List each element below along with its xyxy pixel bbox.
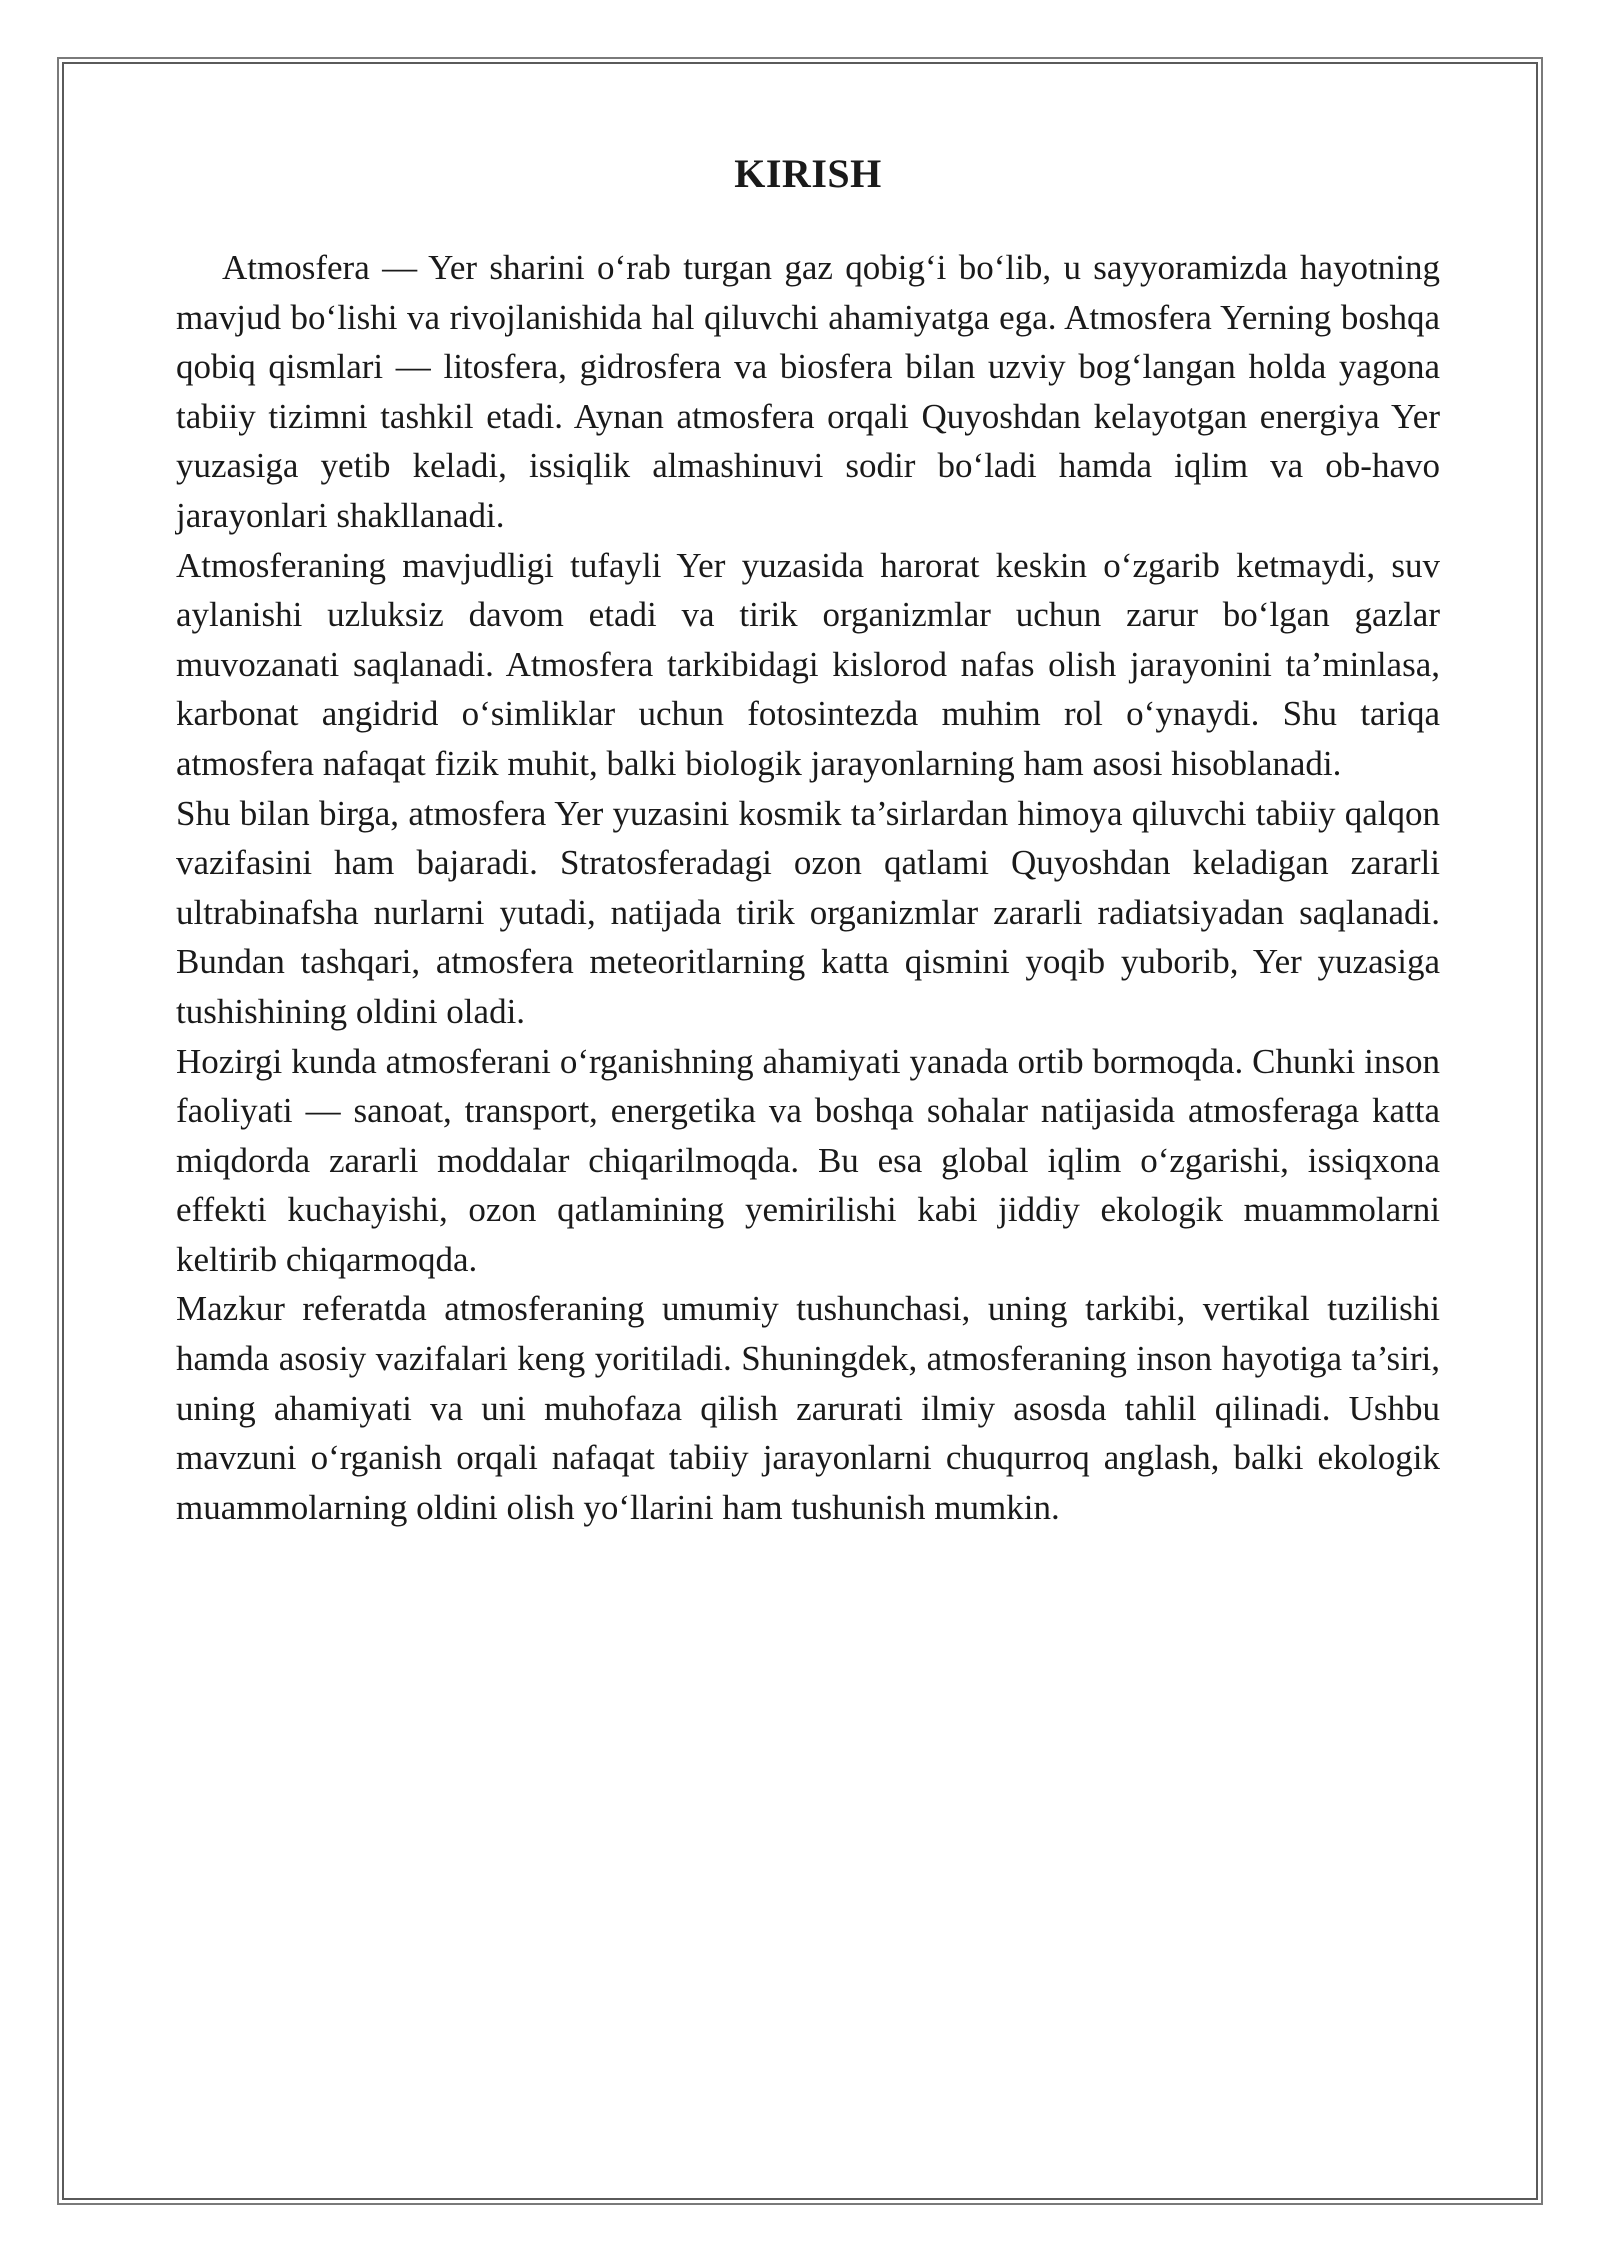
- paragraph-1: Atmosfera — Yer sharini o‘rab turgan gaz qobig‘i bo‘lib, u sayyoramizda hayotning mavjud bo‘lishi va rivojlanishida hal qiluvchi ahamiyatga ega. Atmosfera Yerning boshqa qobiq qismlari — litosfera, gidrosfera va biosfera bilan uzviy bog‘langan holda yagona tabiiy tizimni tashkil etadi. Aynan atmosfera orqali Quyoshdan kelayotgan energiya Yer yuzasiga yetib keladi, issiqlik almashinuvi sodir bo‘ladi hamda iqlim va ob-havo jarayonlari shakllanadi.: [176, 248, 1440, 535]
- page-title: KIRISH: [734, 151, 882, 196]
- paragraph-5: Mazkur referatda atmosferaning umumiy tushunchasi, uning tarkibi, vertikal tuzilishi hamda asosiy vazifalari keng yoritiladi. Shuningdek, atmosferaning inson hayotiga ta’siri, uning ahamiyati va uni muhofaza qilish zarurati ilmiy asosda tahlil qilinadi. Ushbu mavzuni o‘rganish orqali nafaqat tabiiy jarayonlarni chuqurroq anglash, balki ekologik muammolarning oldini olish yo‘llarini ham tushunish mumkin.: [176, 1289, 1440, 1527]
- paragraph-3: Shu bilan birga, atmosfera Yer yuzasini kosmik ta’sirlardan himoya qiluvchi tabiiy qalqon vazifasini ham bajaradi. Stratosferadagi ozon qatlami Quyoshdan keladigan zararli ultrabinafsha nurlarni yutadi, natijada tirik organizmlar zararli radiatsiyadan saqlanadi. Bundan tashqari, atmosfera meteoritlarning katta qismini yoqib yuborib, Yer yuzasiga tushishining oldini oladi.: [176, 793, 1440, 1031]
- paragraph-2: Atmosferaning mavjudligi tufayli Yer yuzasida harorat keskin o‘zgarib ketmaydi, suv aylanishi uzluksiz davom etadi va tirik organizmlar uchun zarur bo‘lgan gazlar muvozanati saqlanadi. Atmosfera tarkibidagi kislorod nafas olish jarayonini ta’minlasa, karbonat angidrid o‘simliklar uchun fotosintezda muhim rol o‘ynaydi. Shu tariqa atmosfera nafaqat fizik muhit, balki biologik jarayonlarning ham asosi hisoblanadi.: [176, 545, 1440, 783]
- paragraph-4: Hozirgi kunda atmosferani o‘rganishning ahamiyati yanada ortib bormoqda. Chunki inson faoliyati — sanoat, transport, energetika va boshqa sohalar natijasida atmosferaga katta miqdorda zararli moddalar chiqarilmoqda. Bu esa global iqlim o‘zgarishi, issiqxona effekti kuchayishi, ozon qatlamining yemirilishi kabi jiddiy ekologik muammolarni keltirib chiqarmoqda.: [176, 1041, 1440, 1279]
- document-body: [176, 150, 1440, 1532]
